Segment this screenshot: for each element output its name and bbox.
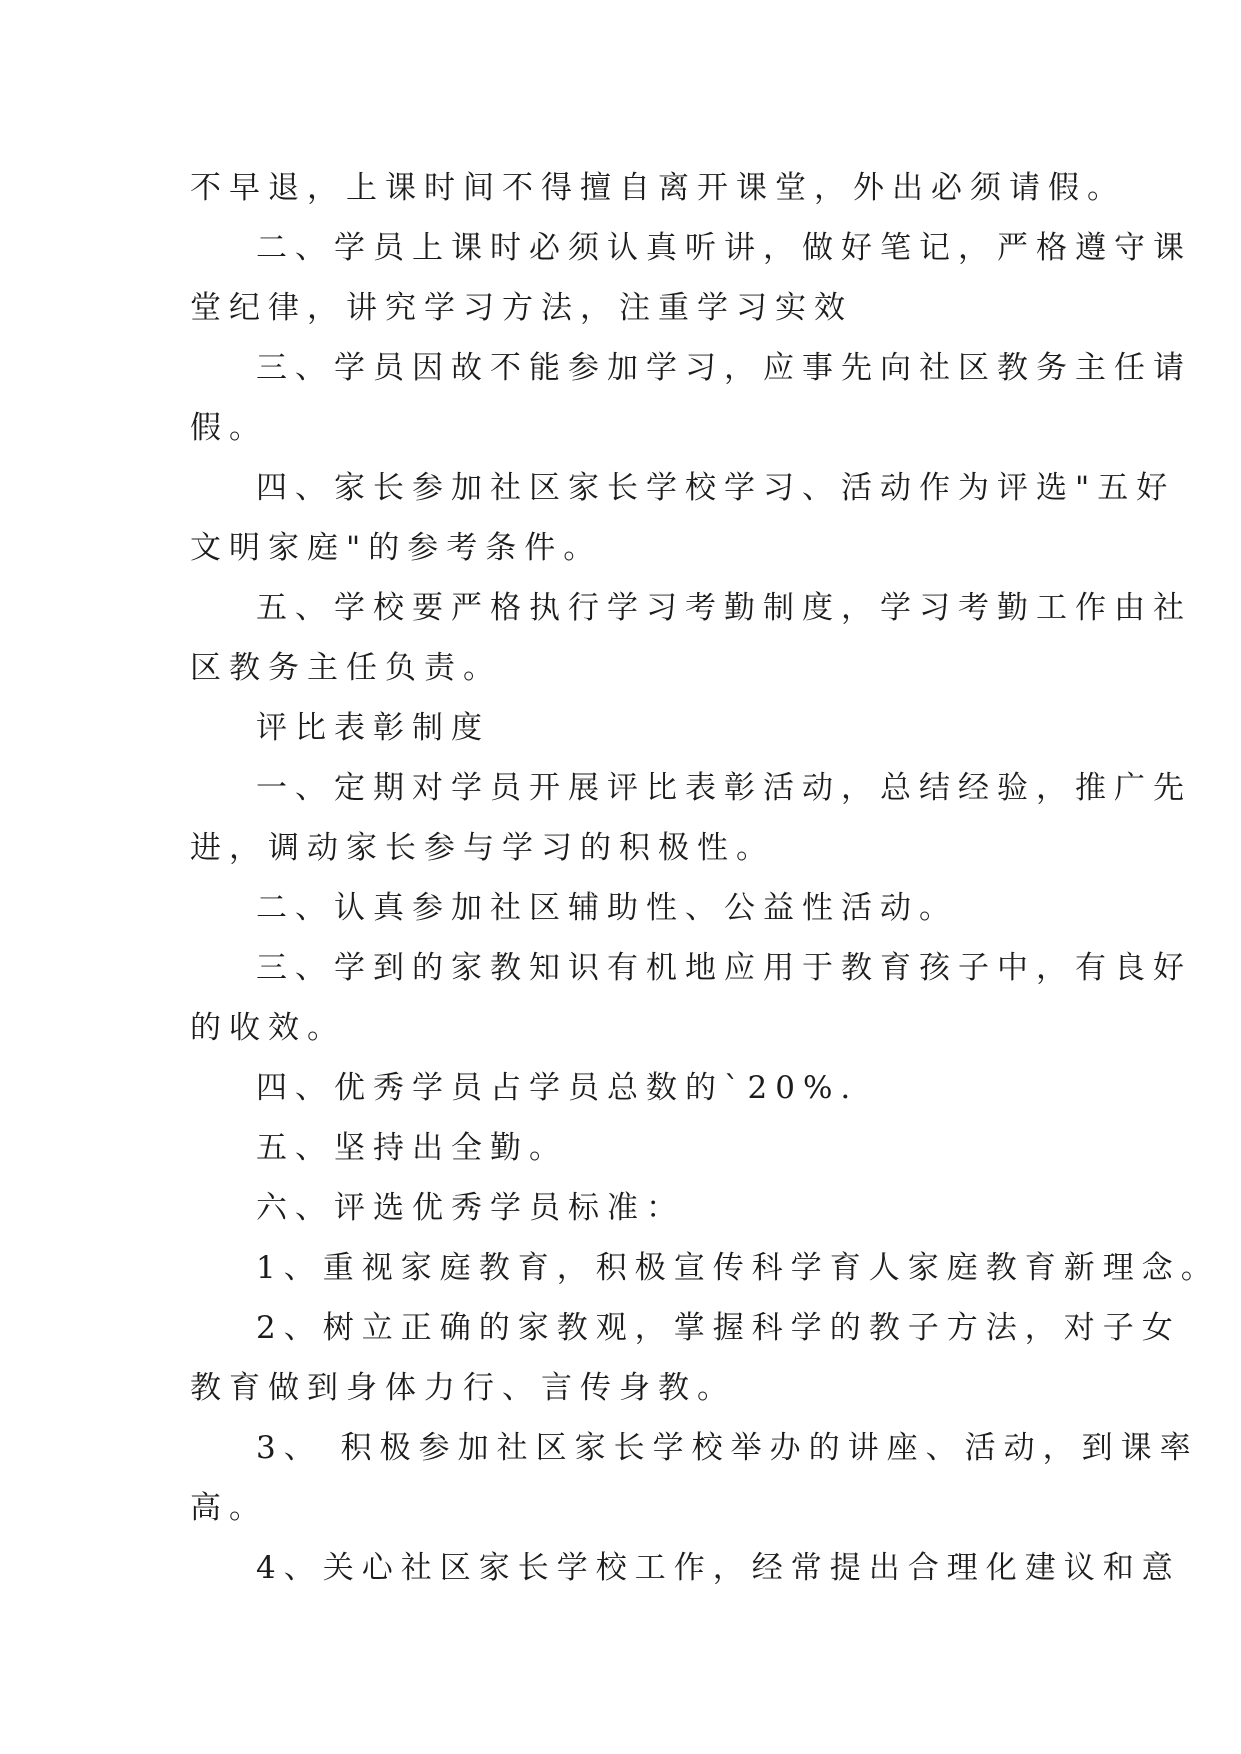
text-line: 不早退，上课时间不得擅自离开课堂，外出必须请假。 (190, 170, 1126, 206)
section-heading: 评比表彰制度 (256, 710, 490, 746)
text-line: 的收效。 (190, 1010, 346, 1046)
text-line: 区教务主任负责。 (190, 650, 502, 686)
text-line: 四、优秀学员占学员总数的`20%. (256, 1070, 859, 1106)
text-line: 1、重视家庭教育，积极宣传科学育人家庭教育新理念。 (256, 1250, 1220, 1286)
text-line: 文明家庭"的参考条件。 (190, 530, 603, 566)
text-line: 假。 (190, 410, 268, 446)
text-line: 五、学校要严格执行学习考勤制度，学习考勤工作由社 (256, 590, 1192, 626)
text-line: 堂纪律，讲究学习方法，注重学习实效 (190, 290, 853, 326)
text-line: 2、树立正确的家教观，掌握科学的教子方法，对子女 (256, 1310, 1181, 1346)
text-line: 三、学到的家教知识有机地应用于教育孩子中，有良好 (256, 950, 1192, 986)
text-line: 4、关心社区家长学校工作，经常提出合理化建议和意 (256, 1550, 1181, 1586)
text-line: 三、学员因故不能参加学习，应事先向社区教务主任请 (256, 350, 1192, 386)
text-line: 四、家长参加社区家长学校学习、活动作为评选"五好 (256, 470, 1176, 506)
text-line: 六、评选优秀学员标准： (256, 1190, 685, 1226)
text-line: 教育做到身体力行、言传身教。 (190, 1370, 736, 1406)
text-line: 二、学员上课时必须认真听讲，做好笔记，严格遵守课 (256, 230, 1192, 266)
text-line: 3、 积极参加社区家长学校举办的讲座、活动，到课率 (256, 1430, 1199, 1466)
text-line: 进，调动家长参与学习的积极性。 (190, 830, 775, 866)
text-line: 二、认真参加社区辅助性、公益性活动。 (256, 890, 958, 926)
text-line: 一、定期对学员开展评比表彰活动，总结经验，推广先 (256, 770, 1192, 806)
text-line: 高。 (190, 1490, 268, 1526)
text-line: 五、坚持出全勤。 (256, 1130, 568, 1166)
document-body (190, 158, 1220, 1598)
